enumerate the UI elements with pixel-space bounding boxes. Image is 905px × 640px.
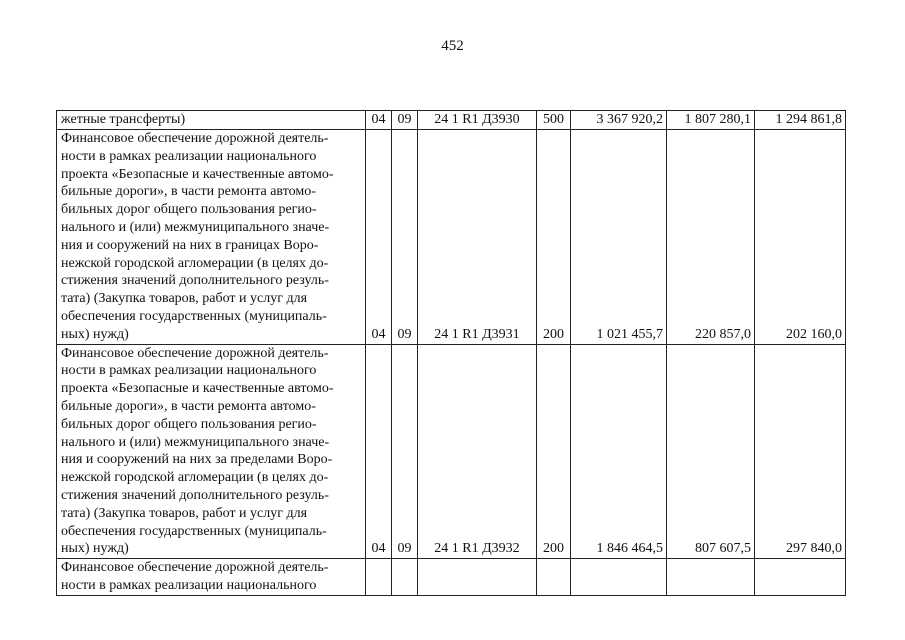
amount-year2-cell: 220 857,0 (667, 130, 755, 345)
amount-year1-cell: 1 846 464,5 (571, 344, 667, 559)
description-line: бильные дороги», в части ремонта автомо- (61, 398, 316, 414)
description-line: бильных дорог общего пользования регио- (61, 202, 317, 218)
description-line: бильных дорог общего пользования регио- (61, 416, 317, 432)
amount-year3-cell: 202 160,0 (755, 130, 846, 345)
section-code-cell: 04 (366, 344, 392, 559)
table-row (57, 130, 846, 345)
description-line: нежской городской агломерации (в целях до- (61, 470, 329, 486)
table-row (57, 111, 846, 130)
subsection-code-cell: 09 (392, 130, 418, 345)
section-code-cell (366, 559, 392, 596)
expense-type-cell (537, 559, 571, 596)
description-line: ности в рамках реализации национального (61, 577, 317, 593)
description-line: проекта «Безопасные и качественные автомо- (61, 166, 334, 182)
description-line: проекта «Безопасные и качественные автомо- (61, 381, 334, 397)
description-cell (57, 344, 366, 559)
expense-type-cell: 200 (537, 130, 571, 345)
table-body (57, 111, 846, 596)
target-article-cell: 24 1 R1 Д3931 (418, 130, 537, 345)
description-line: ния и сооружений на них в границах Воро- (61, 237, 319, 253)
subsection-code-cell: 09 (392, 344, 418, 559)
description-line: Финансовое обеспечение дорожной деятель- (61, 131, 329, 146)
description-line: тата) (Закупка товаров, работ и услуг для (61, 505, 308, 521)
description-line: тата) (Закупка товаров, работ и услуг для (61, 291, 308, 307)
description-line: нального и (или) межмуниципального значе- (61, 434, 330, 450)
table-row (57, 559, 846, 596)
table-row (57, 344, 846, 559)
description-line: ности в рамках реализации национального (61, 363, 317, 379)
budget-table (56, 110, 846, 596)
amount-year3-cell (755, 559, 846, 596)
description-line: стижения значений дополнительного резуль- (61, 487, 329, 503)
section-code-cell: 04 (366, 111, 392, 130)
amount-year3-cell: 1 294 861,8 (755, 111, 846, 130)
amount-year2-cell (667, 559, 755, 596)
target-article-cell: 24 1 R1 Д3930 (418, 111, 537, 130)
description-cell (57, 111, 366, 130)
description-cell (57, 130, 366, 345)
amount-year1-cell: 1 021 455,7 (571, 130, 667, 345)
section-code-cell: 04 (366, 130, 392, 345)
description-line: ных) нужд) (61, 326, 129, 342)
amount-year2-cell: 1 807 280,1 (667, 111, 755, 130)
description-line: бильные дороги», в части ремонта автомо- (61, 184, 316, 200)
amount-year1-cell: 3 367 920,2 (571, 111, 667, 130)
target-article-cell: 24 1 R1 Д3932 (418, 344, 537, 559)
expense-type-cell: 500 (537, 111, 571, 130)
amount-year1-cell (571, 559, 667, 596)
expense-type-cell: 200 (537, 344, 571, 559)
description-line: обеспечения государственных (муниципаль- (61, 523, 327, 539)
amount-year3-cell: 297 840,0 (755, 344, 846, 559)
description-line: Финансовое обеспечение дорожной деятель- (61, 560, 329, 576)
subsection-code-cell: 09 (392, 111, 418, 130)
page-number: 452 (441, 38, 464, 54)
amount-year2-cell: 807 607,5 (667, 344, 755, 559)
description-line: стижения значений дополнительного резуль- (61, 273, 329, 289)
description-line: обеспечения государственных (муниципаль- (61, 308, 327, 324)
description-line: ния и сооружений на них за пределами Воро- (61, 452, 333, 468)
description-line: нежской городской агломерации (в целях до- (61, 255, 329, 271)
description-line: ных) нужд) (61, 541, 129, 557)
target-article-cell (418, 559, 537, 596)
subsection-code-cell (392, 559, 418, 596)
description-line: ности в рамках реализации национального (61, 148, 317, 164)
description-line: Финансовое обеспечение дорожной деятель- (61, 345, 329, 361)
description-line: нального и (или) межмуниципального значе- (61, 219, 330, 235)
description-cell (57, 559, 366, 596)
description-line: жетные трансферты) (61, 112, 186, 127)
